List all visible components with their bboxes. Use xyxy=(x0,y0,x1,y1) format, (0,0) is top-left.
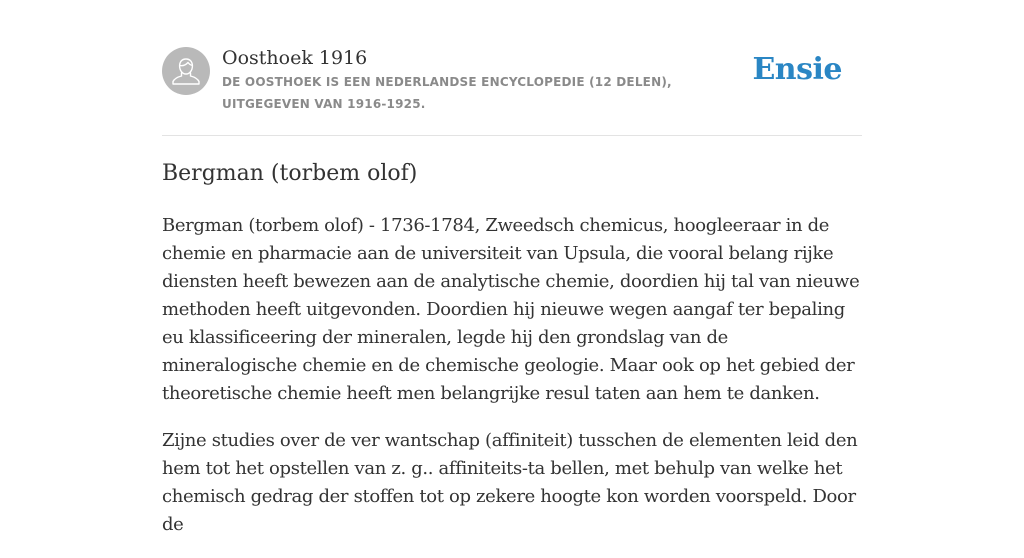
article-paragraph: Bergman (torbem olof) - 1736-1784, Zweedsch chemicus, hoogleeraar in de chemie en pharmacie aan de universiteit van Upsula, die vooral belang rijke diensten heeft bewezen aan de analytische chemie, doordien hij tal van nieuwe methoden heeft uitgevonden. Doordien hij nieuwe wegen aangaf ter bepaling eu klassificeering der mineralen, legde hij den grondslag van de mineralogische chemie en de chemische geologie. Maar ook op het gebied der theoretische chemie heeft men belangrijke resul taten aan hem te danken. xyxy=(162,215,860,404)
source-title[interactable]: Oosthoek 1916 xyxy=(222,47,368,69)
source-header xyxy=(162,46,862,136)
user-avatar-icon[interactable] xyxy=(162,47,210,95)
article-title: Bergman (torbem olof) xyxy=(162,161,418,186)
ensie-logo[interactable]: Ensie xyxy=(752,52,842,87)
article-paragraph: Zijne studies over de ver wantschap (affiniteit) tusschen de elementen leid den hem tot het opstellen van z. g.. affiniteits-ta bellen, met behulp van welke het chemisch gedrag der stoffen tot op zekere hoogte kon worden voorspeld. Door de xyxy=(162,430,858,535)
header-divider xyxy=(162,135,862,136)
source-description: DE OOSTHOEK IS EEN NEDERLANDSE ENCYCLOPEDIE (12 DELEN), UITGEGEVEN VAN 1916-1925. xyxy=(222,75,672,111)
article-body xyxy=(162,212,867,558)
